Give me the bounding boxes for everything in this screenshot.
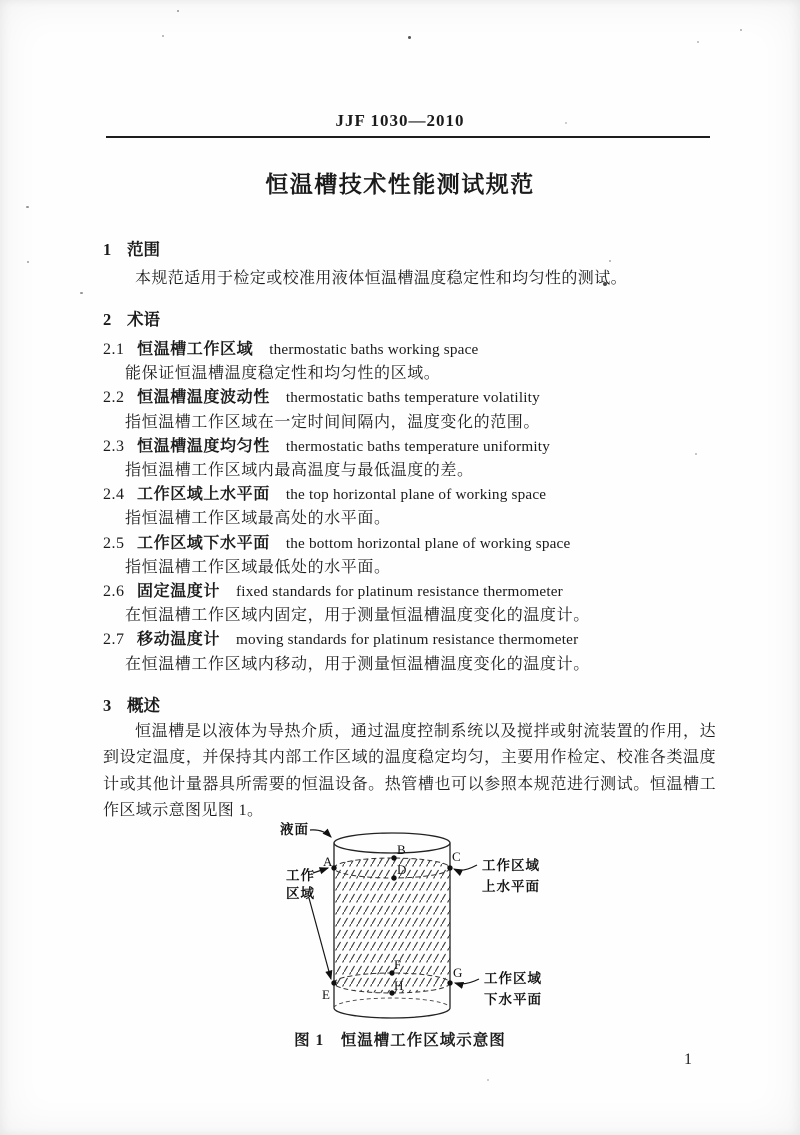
term-number: 2.2 bbox=[103, 389, 125, 407]
top-plane-label-line1: 工作区域 bbox=[482, 858, 540, 873]
term-chinese: 固定温度计 bbox=[137, 583, 221, 601]
page-number: 1 bbox=[684, 1051, 692, 1068]
term-english: fixed standards for platinum resistance thermometer bbox=[236, 583, 563, 601]
scan-speck bbox=[609, 260, 611, 262]
scan-speck bbox=[487, 1079, 489, 1081]
cylinder-bottom-front-arc bbox=[334, 1008, 450, 1018]
term-chinese: 恒温槽工作区域 bbox=[137, 341, 254, 358]
working-area-label-line2: 区域 bbox=[286, 886, 315, 901]
figure-1-caption: 图 1 恒温槽工作区域示意图 bbox=[294, 1032, 506, 1049]
point-G-label: G bbox=[453, 965, 463, 980]
term-chinese: 工作区域下水平面 bbox=[137, 534, 270, 552]
section-3-title: 概述 bbox=[127, 696, 160, 715]
term-2-3 bbox=[103, 435, 719, 459]
section-2-number: 2 bbox=[103, 310, 112, 329]
term-2-2-definition: 指恒温槽工作区域在一定时间间隔内，温度变化的范围。 bbox=[125, 413, 541, 431]
point-F-label: F bbox=[394, 957, 402, 972]
term-english: thermostatic baths temperature volatility bbox=[285, 389, 540, 407]
term-number: 2.6 bbox=[103, 583, 125, 601]
point-D-label: D bbox=[397, 862, 407, 877]
term-2-7-definition: 在恒温槽工作区域内移动，用于测量恒温槽温度变化的温度计。 bbox=[125, 655, 590, 673]
scan-speck bbox=[26, 206, 29, 208]
term-english: moving standards for platinum resistance thermometer bbox=[236, 631, 579, 649]
term-2-4-definition: 指恒温槽工作区域最高处的水平面。 bbox=[125, 510, 391, 528]
liquid-surface-label: 液面 bbox=[280, 822, 309, 837]
figure-1-diagram bbox=[253, 816, 553, 1030]
bottom-plane-label-line2: 下水平面 bbox=[484, 992, 542, 1007]
point-H-label: H bbox=[394, 978, 404, 993]
working-area-leader-bottom bbox=[309, 898, 331, 979]
section-3-heading bbox=[103, 692, 160, 716]
term-chinese: 恒温槽温度波动性 bbox=[137, 389, 270, 407]
scan-speck bbox=[177, 10, 179, 12]
header-rule bbox=[106, 136, 710, 138]
point-E bbox=[331, 980, 336, 985]
top-plane-label-line2: 上水平面 bbox=[482, 879, 540, 894]
term-chinese: 移动温度计 bbox=[137, 631, 221, 649]
point-E-label: E bbox=[322, 987, 330, 1002]
term-english: thermostatic baths temperature uniformity bbox=[285, 437, 551, 455]
scan-speck bbox=[27, 261, 29, 263]
section-1-number: 1 bbox=[103, 240, 112, 259]
term-english: the bottom horizontal plane of working space bbox=[285, 534, 571, 552]
section-1-heading bbox=[103, 236, 160, 260]
point-A-label: A bbox=[323, 854, 333, 869]
section-3-paragraph: 恒温槽是以液体为导热介质，通过温度控制系统以及搅拌或射流装置的作用，达到设定温度，并保持其内部工作区域的温度稳定均匀，主要用作检定、校准各类温度计或其他计量器具所需要的恒温设备。热管槽也可以参照本规范进行测试。恒温槽工作区域示意图见图 1。 bbox=[103, 723, 716, 819]
point-D bbox=[391, 875, 396, 880]
term-2-2 bbox=[103, 386, 719, 410]
term-chinese: 工作区域上水平面 bbox=[137, 486, 270, 504]
liquid-surface-leader bbox=[310, 830, 331, 837]
terms-list bbox=[103, 338, 719, 677]
term-2-6 bbox=[103, 580, 719, 604]
section-2-heading bbox=[103, 306, 160, 330]
point-B bbox=[391, 855, 396, 860]
section-2-title: 术语 bbox=[127, 310, 160, 329]
point-C bbox=[447, 865, 452, 870]
term-english: the top horizontal plane of working space bbox=[285, 486, 547, 504]
document-title: 恒温槽技术性能测试规范 bbox=[265, 172, 535, 197]
term-2-5 bbox=[103, 532, 719, 556]
scan-speck bbox=[740, 29, 742, 31]
document-code: JJF 1030—2010 bbox=[335, 111, 465, 130]
term-2-7 bbox=[103, 628, 719, 652]
term-2-5-definition: 指恒温槽工作区域最低处的水平面。 bbox=[125, 558, 391, 576]
section-3-number: 3 bbox=[103, 696, 112, 715]
top-plane-leader bbox=[454, 865, 477, 870]
term-number: 2.3 bbox=[103, 437, 125, 455]
term-english: thermostatic baths working space bbox=[269, 341, 479, 358]
term-number: 2.1 bbox=[103, 341, 125, 358]
term-chinese: 恒温槽温度均匀性 bbox=[137, 437, 270, 455]
term-number: 2.5 bbox=[103, 534, 125, 552]
section-1-title: 范围 bbox=[127, 240, 160, 259]
term-2-6-definition: 在恒温槽工作区域内固定，用于测量恒温槽温度变化的温度计。 bbox=[125, 607, 590, 625]
point-B-label: B bbox=[397, 842, 406, 857]
point-G bbox=[447, 980, 452, 985]
point-C-label: C bbox=[452, 849, 461, 864]
term-number: 2.7 bbox=[103, 631, 125, 649]
scan-speck bbox=[408, 36, 411, 39]
cylinder-bottom-back-arc bbox=[334, 998, 450, 1008]
working-area-label-line1: 工作 bbox=[286, 868, 315, 883]
term-2-3-definition: 指恒温槽工作区域内最高温度与最低温度的差。 bbox=[125, 462, 474, 480]
scan-speck bbox=[80, 292, 83, 294]
scan-speck bbox=[162, 35, 164, 37]
section-1-paragraph: 本规范适用于检定或校准用液体恒温槽温度稳定性和均匀性的测试。 bbox=[135, 270, 628, 287]
term-2-1-definition: 能保证恒温槽温度稳定性和均匀性的区域。 bbox=[125, 365, 441, 383]
liquid-surface-ellipse bbox=[334, 833, 450, 853]
scan-speck bbox=[697, 41, 699, 43]
term-2-4 bbox=[103, 483, 719, 507]
term-number: 2.4 bbox=[103, 486, 125, 504]
bottom-plane-label-line1: 工作区域 bbox=[484, 971, 542, 986]
term-2-1 bbox=[103, 338, 719, 362]
